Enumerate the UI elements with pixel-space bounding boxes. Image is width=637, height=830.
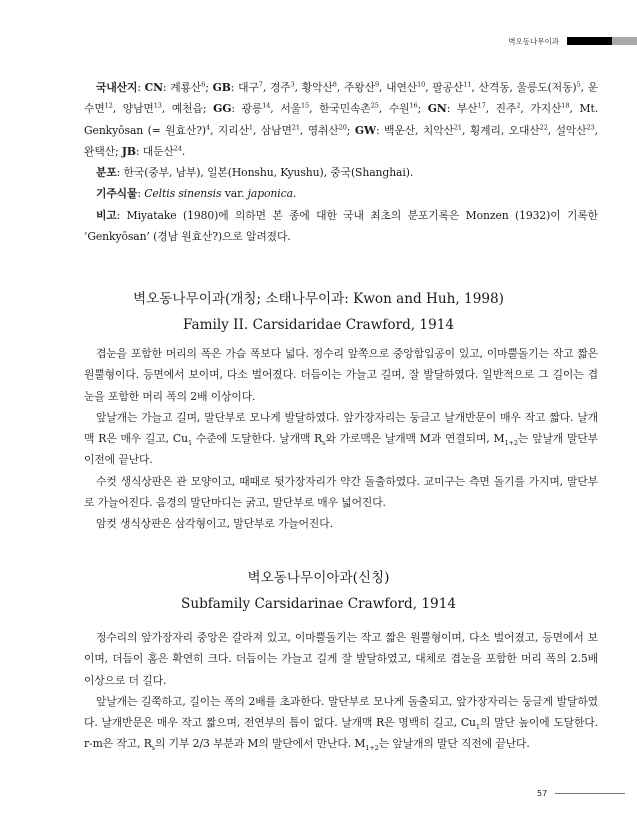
range-text: 한국(중부, 남부), 일본(Honshu, Kyushu), 중국(Shanghai). (123, 166, 414, 180)
gw-list: 백운산, 치악산$^{21}$, 횡계리, 오대산$^{22}$, 설악산$^{23}$, 완택산 (84, 123, 598, 158)
remarks-text: Miyatake (1980)에 의하면 본 종에 대한 국내 최초의 분포기록은 Monzen (1932)이 기록한 ‘Genkyōsan’ (경남 원효산?)으로 알려졌다. (84, 208, 599, 244)
region-jb: JB (121, 144, 136, 158)
subfamily-heading-korean: 벽오동나무이아과(신칭) (247, 570, 390, 586)
host-label: 기주식물 (96, 187, 138, 201)
region-gg: GG (213, 102, 232, 116)
domestic-distribution: 국내산지: CN: 계룡산$^6$; GB: 대구$^7$, 경주$^3$, 황악산$^8$, 주왕산$^9$, 내연산$^{10}$, 팔공산$^{11}$, 산격동, 울릉도(저동)$^5$, 운수면$^{12}$, 양남면$^{13}$, 예천읍; GG: 광릉$^{14}$, 서울$^{15}$, 한국민속촌$^{25}$, 수원$^{16}$; GN: 부산$^{17}$, 진주$^2$, 가지산$^{18}$, Mt. Genkyōsan (= 원효산?)$^4$, 지리산$^1$, 삼남면$^{21}$, 영취산$^{20}$; GW: 백운산, 치악산$^{21}$, 횡계리, 오대산$^{22}$, 설악산$^{23}$, 완택산; JB: 대둔산$^{24}$. 분포: 한국(중부, 남부), 일본(Honshu, Kyushu), 중국(Shanghai). 기주식물: Celtis sinensis var. japonica. 비고: Miyatake (1980)에 의하면 본 종에 대한 국내 최초의 분포기록은 Monzen (1932)이 기록한 ‘Genkyōsan’ (경남 원효산?)으로 알려졌다. (84, 77, 598, 247)
footer-rule (555, 793, 625, 794)
page-footer (537, 789, 625, 798)
family-heading-latin: Family II. Carsidaridae Crawford, 1914 (182, 317, 455, 333)
region-gb: GB (212, 81, 231, 94)
gg-list: 광릉$^{14}$, 서울$^{15}$, 한국민속촌$^{25}$, 수원$^{16}$ (241, 101, 418, 116)
region-gn: GN (427, 102, 447, 116)
family-description (84, 343, 598, 535)
subfamily-description (84, 627, 598, 755)
host-line: 기주식물: Celtis sinensis var. japonica. (96, 187, 297, 201)
subfamily-heading (0, 565, 637, 617)
host-species: Celtis sinensis (144, 187, 222, 201)
gn-list: 부산$^{17}$, 진주$^2$, 가지산$^{18}$, Mt. Genkyōsan (= 원효산?)$^4$, 지리산$^1$, 삼남면$^{21}$, 영취산$^{20}$ (84, 101, 599, 137)
family-paragraph-1: 겹눈을 포함한 머리의 폭은 가슴 폭보다 넓다. 정수리 앞쪽으로 중앙함입공이 있고, 이마뿔돌기는 작고 짧은 원뿔형이다. 등면에서 보이며, 다소 벌어졌다. 더듬이는 가늘고 길며, 잘 발달하였다. 일반적으로 그 길이는 겹눈을 포함한 머리 폭의 2배 이상이다. (84, 347, 598, 403)
domestic-label: 국내산지 (96, 81, 138, 94)
locality: 계룡산 (170, 81, 202, 94)
ref: 6 (201, 80, 206, 89)
range-line: 분포: 한국(중부, 남부), 일본(Honshu, Kyushu), 중국(Shanghai). (96, 166, 414, 180)
gb-list: 대구$^7$, 경주$^3$, 황악산$^8$, 주왕산$^9$, 내연산$^{10}$, 팔공산$^{11}$, 산격동, 울릉도(저동)$^5$, 운수면$^{12}$, 양남면$^{13}$, 예천읍 (84, 80, 599, 116)
family-heading (0, 286, 637, 338)
subfamily-heading-latin: Subfamily Carsidarinae Crawford, 1914 (181, 596, 456, 612)
running-header (508, 36, 637, 46)
page-number: 57 (537, 789, 548, 798)
header-bar-black (567, 37, 612, 45)
running-title: 벽오동나무이과 (508, 36, 559, 46)
family-paragraph-4: 암컷 생식상판은 삼각형이고, 말단부로 가늘어진다. (96, 517, 333, 531)
region-cn: CN (144, 81, 163, 94)
remarks-line: 비고: Miyatake (1980)에 의하면 본 종에 대한 국내 최초의 분포기록은 Monzen (1932)이 기록한 ‘Genkyōsan’ (경남 원효산?)으로 알려졌다. (84, 208, 599, 244)
family-paragraph-3: 수컷 생식상판은 관 모양이고, 때때로 뒷가장자리가 약간 돌출하였다. 교미구는 측면 돌기를 가지며, 말단부로 가늘어진다. 음경의 말단마디는 굵고, 말단부로 매우 넓어진다. (84, 474, 598, 510)
host-variety: japonica (247, 187, 293, 201)
subfamily-paragraph-2: 앞날개는 길쭉하고, 길이는 폭의 2배를 초과한다. 말단부로 모나게 돌출되고, 앞가장자리는 둥글게 발달하였다. 날개반문은 매우 작고 짧으며, 전연부의 틈이 없다. 날개맥 R은 명백히 길고, $Cu_1$의 말단 높이에 도달한다. r-m은 작고, $R_s$의 기부 2/3 부분과 M의 말단에서 만난다. $M_{1+2}$는 앞날개의 말단 직전에 끝난다. (84, 694, 598, 753)
family-paragraph-2: 앞날개는 가늘고 길며, 말단부로 모나게 발달하였다. 앞가장자리는 둥글고 날개반문이 매우 작고 짧다. 날개맥 R은 매우 길고, $Cu_1$ 수준에 도달한다. 날개맥 $R_s$와 가로맥은 날개맥 M과 연결되며, $M_{1+2}$는 앞날개 말단부 이전에 끝난다. (84, 410, 598, 467)
region-gw: GW (354, 123, 376, 137)
subfamily-paragraph-1: 정수리의 앞가장자리 중앙은 갈라져 있고, 이마뿔돌기는 작고 짧은 원뿔형이며, 다소 벌어졌고, 등면에서 보이며, 더듬이 홈은 확연히 크다. 더듬이는 가늘고 길게 잘 발달하였고, 대체로 겹눈을 포함한 머리 폭의 2.5배 이상으로 더 길다. (84, 631, 598, 687)
family-heading-korean: 벽오동나무이과(개칭; 소태나무이과: Kwon and Huh, 1998) (133, 291, 504, 307)
remarks-label: 비고 (96, 208, 117, 222)
locality: 대둔산 (142, 144, 174, 158)
range-label: 분포 (96, 166, 117, 180)
header-bar-gray (612, 37, 637, 45)
